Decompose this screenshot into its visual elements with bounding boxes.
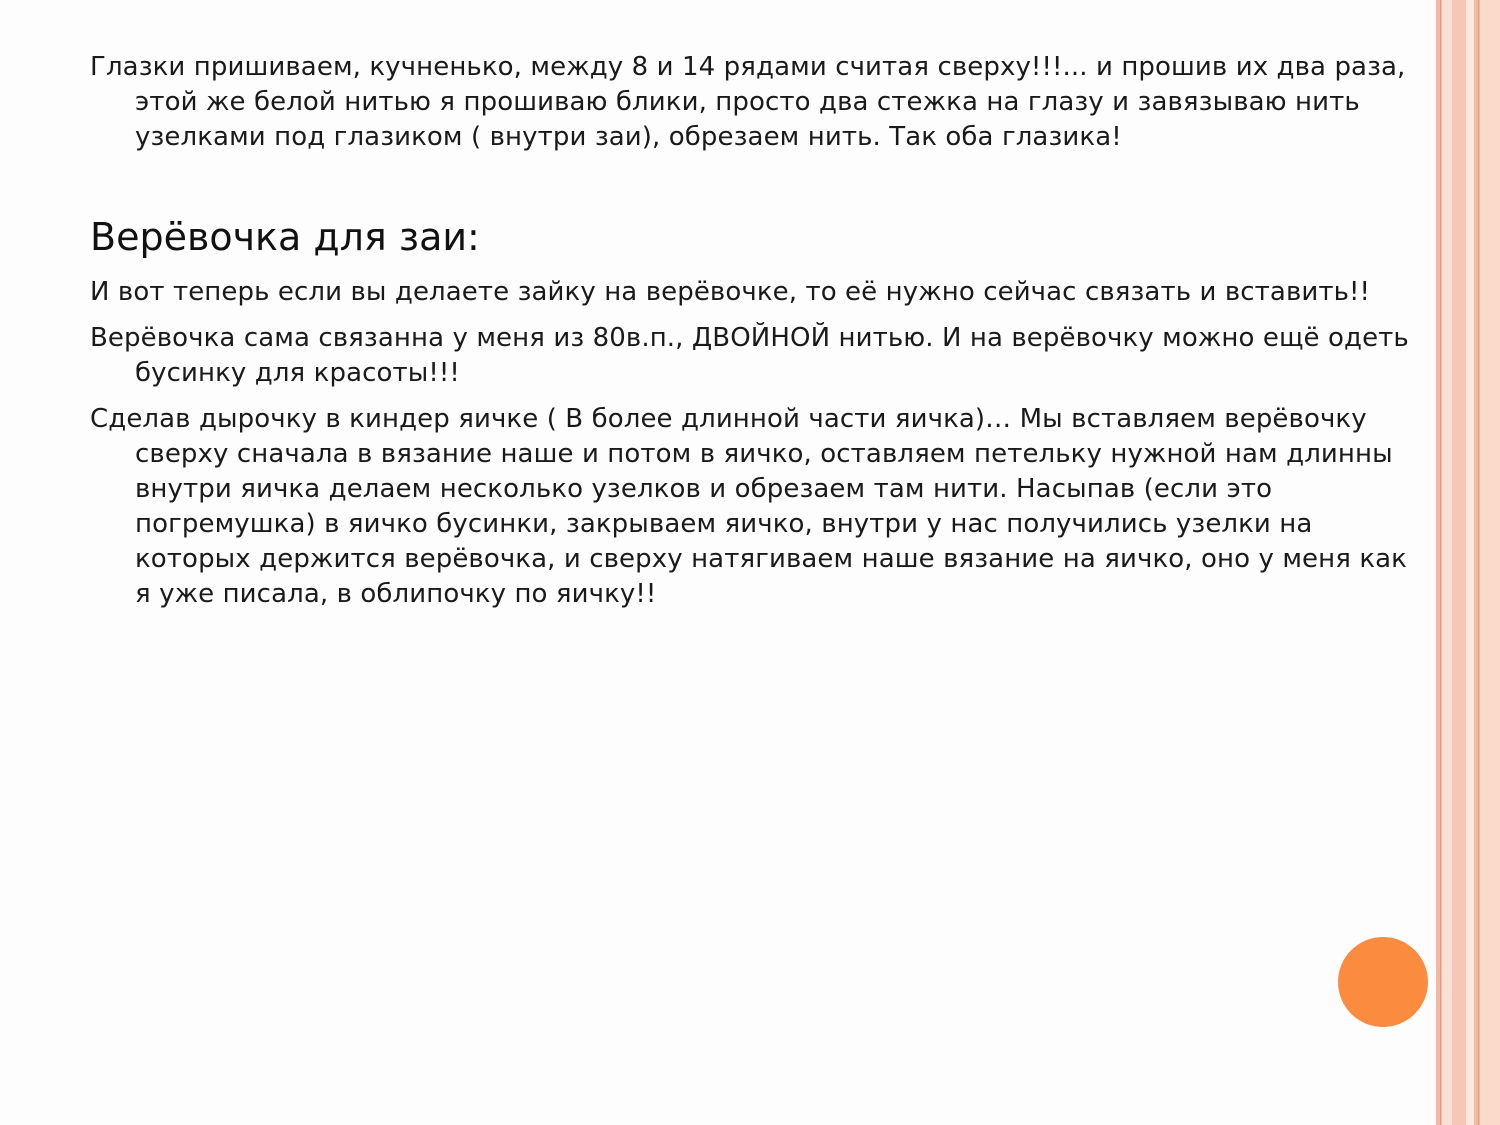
paragraph-eyes: Глазки пришиваем, кучненько, между 8 и 14 рядами считая сверху!!!... и прошив их два раза, этой же белой нитью я прошиваю блики, просто два стежка на глазу и завязываю нить узелками под глазиком ( внутри заи), обрезаем нить. Так оба глазика! xyxy=(90,52,1406,152)
slide-content xyxy=(90,50,1410,612)
border-line xyxy=(1440,0,1441,1125)
paragraph-rope-intro: И вот теперь если вы делаете зайку на верёвочке, то её нужно сейчас связать и вставить!! xyxy=(90,277,1371,307)
border-line xyxy=(1478,0,1479,1125)
border-stripe xyxy=(1442,0,1452,1125)
paragraph-rope-made: Верёвочка сама связанна у меня из 80в.п., ДВОЙНОЙ нитью. И на верёвочку можно ещё одеть бусинку для красоты!!! xyxy=(90,323,1409,388)
paragraph-rope-insert: Сделав дырочку в киндер яичке ( В более длинной части яичка)… Мы вставляем верёвочку сверху сначала в вязание наше и потом в яичко, оставляем петельку нужной нам длинны внутри яичка делаем несколько узелков и обрезаем там нити. Насыпав (если это погремушка) в яичко бусинки, закрываем яичко, внутри у нас получились узелки на которых держится верёвочка, и сверху натягиваем наше вязание на яичко, оно у меня как я уже писала, в облипочку по яичку!! xyxy=(90,404,1407,609)
border-stripe xyxy=(1452,0,1466,1125)
section-heading: Верёвочка для заи: xyxy=(90,215,480,259)
border-stripe xyxy=(1466,0,1474,1125)
decorative-orange-circle xyxy=(1338,937,1428,1027)
border-stripe xyxy=(1480,0,1500,1125)
